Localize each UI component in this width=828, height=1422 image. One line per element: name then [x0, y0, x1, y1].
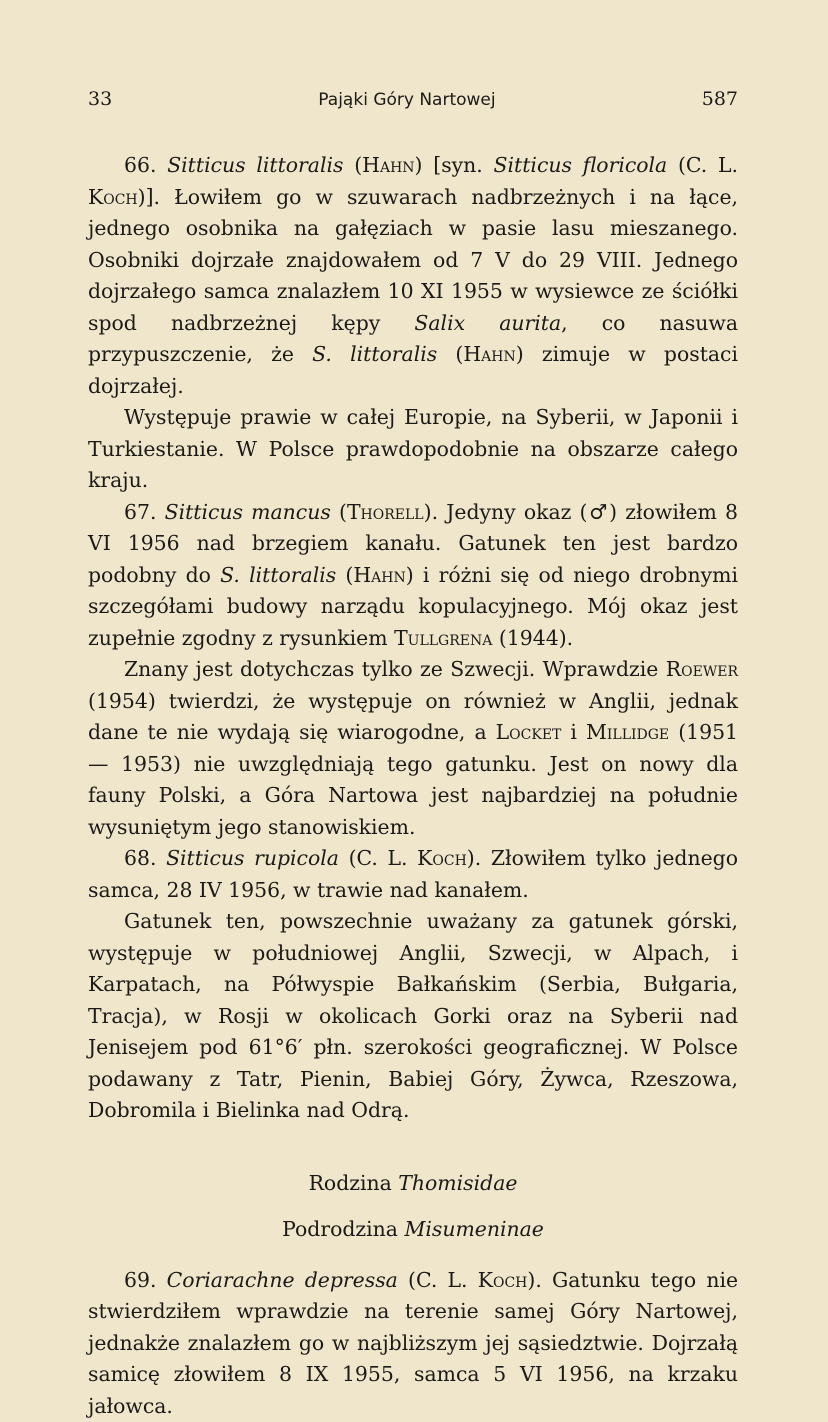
- species-name: Coriarachne depressa: [167, 1268, 398, 1292]
- paragraph-69: 69. Coriarachne depressa (C. L. Koch). Gatunku tego nie stwierdziłem wprawdzie na terenie samej Góry Nartowej, jednakże znalazłem go w najbliższym jej sąsiedztwie. Dojrzałą samicę złowiłem 8 IX 1955, samca 5 VI 1956, na krzaku jałowca.: [88, 1265, 738, 1422]
- author-name: Hahn: [463, 342, 515, 366]
- paragraph-67: 67. Sitticus mancus (Thorell). Jedyny okaz (♂) złowiłem 8 VI 1956 nad brzegiem kanału. Gatunek ten jest bardzo podobny do S. littoralis (Hahn) i różni się od niego drobnymi szczegółami budowy narządu kopulacyjnego. Mój okaz jest zupełnie zgodny z rysunkiem Tullgrena (1944).: [88, 497, 738, 655]
- species-name: S. littoralis: [220, 563, 336, 587]
- author-name: Locket: [496, 720, 562, 744]
- paragraph-68: 68. Sitticus rupicola (C. L. Koch). Złowiłem tylko jednego samca, 28 IV 1956, w trawie nad kanałem.: [88, 843, 738, 906]
- species-name: Sitticus floricola: [494, 153, 668, 177]
- species-name: Sitticus mancus: [165, 500, 331, 524]
- author-name: Koch: [417, 846, 467, 870]
- species-name: Salix aurita: [414, 311, 561, 335]
- species-name: S. littoralis: [312, 342, 437, 366]
- subfamily-heading: Podrodzina Misumeninae: [88, 1217, 738, 1241]
- page: [88, 88, 738, 1422]
- paragraph-68-distribution: Gatunek ten, powszechnie uważany za gatunek górski, występuje w południowej Anglii, Szwecji, w Alpach, i Karpatach, na Półwyspie Bałkańskim (Serbia, Bułgaria, Tracja), w Rosji w okolicach Gorki oraz na Syberii nad Jenisejem pod 61°6′ płn. szerokości geograficznej. W Polsce podawany z Tatr, Pienin, Babiej Góry, Żywca, Rzeszowa, Dobromila i Bielinka nad Odrą.: [88, 906, 738, 1127]
- running-header: [88, 88, 738, 110]
- author-name: Koch: [478, 1268, 528, 1292]
- paragraph-66-distribution: Występuje prawie w całej Europie, na Syberii, w Japonii i Turkiestanie. W Polsce prawdopodobnie na obszarze całego kraju.: [88, 402, 738, 497]
- paragraph-66: 66. Sitticus littoralis (Hahn) [syn. Sitticus floricola (C. L. Koch)]. Łowiłem go w szuwarach nadbrzeżnych i na łące, jednego osobnika na gałęziach w pasie lasu mieszanego. Osobniki dojrzałe znajdowałem od 7 V do 29 VIII. Jednego dojrzałego samca znalazłem 10 XI 1955 w wysiewce ze ściółki spod nadbrzeżnej kępy Salix aurita, co nasuwa przypuszczenie, że S. littoralis (Hahn) zimuje w postaci dojrzałej.: [88, 150, 738, 402]
- species-name: Sitticus littoralis: [167, 153, 343, 177]
- author-name: Thorell: [347, 500, 424, 524]
- author-name: Hahn: [353, 563, 405, 587]
- page-number: 587: [702, 88, 738, 110]
- author-name: Koch: [88, 185, 138, 209]
- species-name: Sitticus rupicola: [166, 846, 339, 870]
- chapter-number: 33: [88, 88, 112, 110]
- running-title: Pająki Góry Nartowej: [318, 90, 495, 110]
- paragraph-67-distribution: Znany jest dotychczas tylko ze Szwecji. Wprawdzie Roewer (1954) twierdzi, że występuje on również w Anglii, jednak dane te nie wydają się wiarogodne, a Locket i Millidge (1951 — 1953) nie uwzględniają tego gatunku. Jest on nowy dla fauny Polski, a Góra Nartowa jest najbardziej na południe wysuniętym jego stanowiskiem.: [88, 654, 738, 843]
- author-name: Millidge: [586, 720, 669, 744]
- author-name: Hahn: [362, 153, 414, 177]
- author-name: Roewer: [666, 657, 738, 681]
- family-heading: Rodzina Thomisidae: [88, 1171, 738, 1195]
- author-name: Tullgrena: [394, 626, 492, 650]
